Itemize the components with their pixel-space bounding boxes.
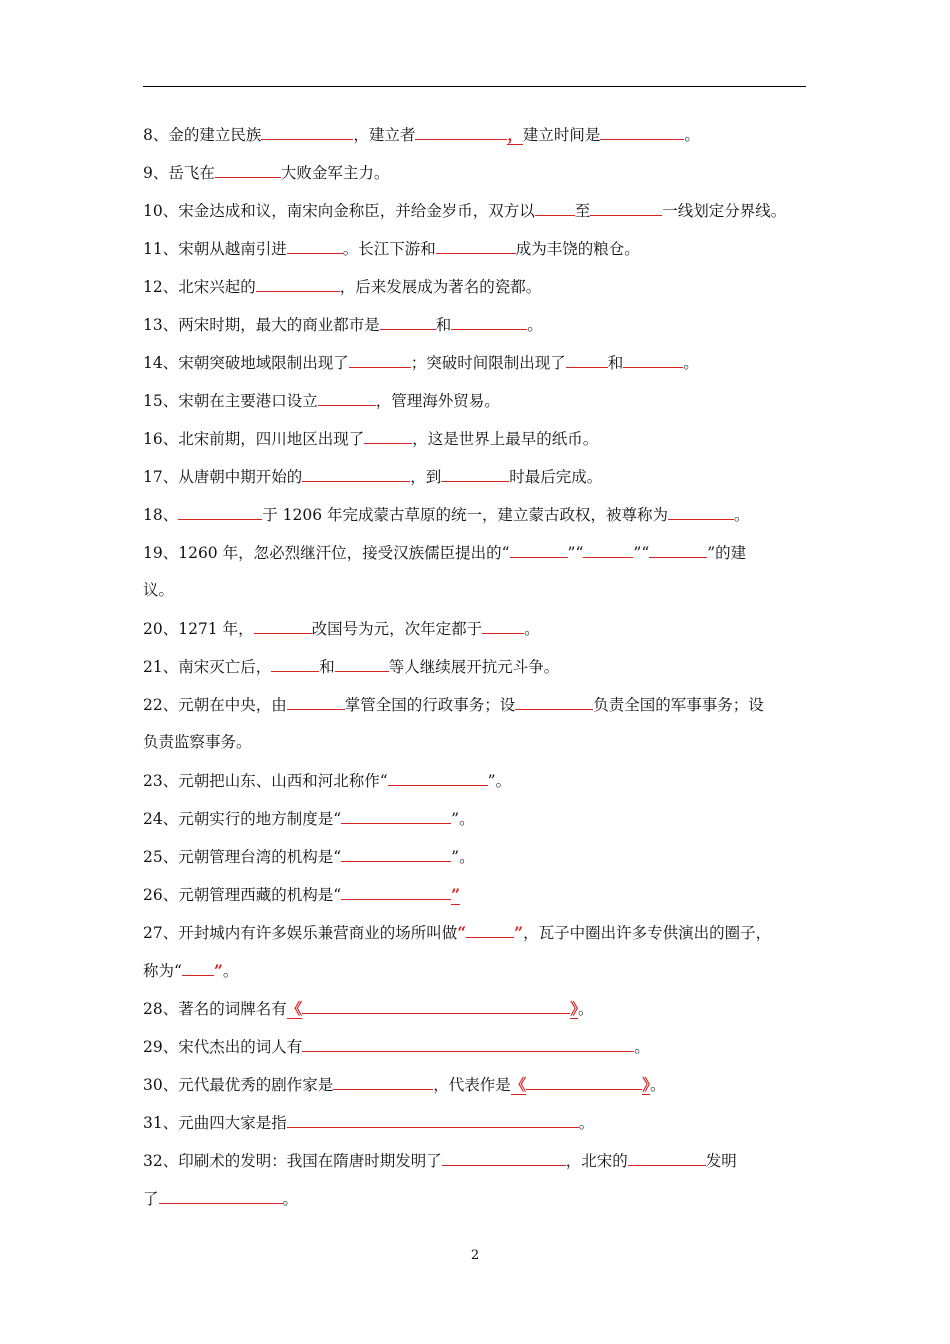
answer-blank[interactable] [287, 694, 345, 710]
answer-blank[interactable] [515, 694, 593, 710]
answer-blank[interactable] [441, 466, 509, 482]
question-18: 18、 于 1206 年完成蒙古草原的统一，建立蒙古政权，被尊称为 。 [143, 506, 750, 524]
question-20: 20、1271 年， 改国号为元，次年定都于 。 [143, 620, 540, 638]
answer-blank[interactable] [566, 352, 608, 368]
question-30: 30、元代最优秀的剧作家是 ，代表作是《 》。 [143, 1075, 666, 1094]
question-12: 12、北宋兴起的 ，后来发展成为著名的瓷都。 [143, 278, 542, 296]
header-rule [143, 86, 806, 87]
answer-blank[interactable] [302, 466, 410, 482]
answer-blank[interactable] [302, 998, 570, 1014]
question-26: 26、元朝管理西藏的机构是“ ” [143, 885, 461, 904]
question-23: 23、元朝把山东、山西和河北称作“ ”。 [143, 772, 512, 790]
question-31: 31、元曲四大家是指 。 [143, 1114, 595, 1132]
answer-blank[interactable] [341, 808, 451, 824]
answer-blank[interactable] [287, 1112, 579, 1128]
question-24: 24、元朝实行的地方制度是“ ”。 [143, 810, 475, 828]
answer-blank[interactable] [668, 504, 734, 520]
answer-blank[interactable] [333, 1074, 433, 1090]
answer-blank[interactable] [261, 124, 353, 140]
question-28: 28、著名的词牌名有《 》。 [143, 999, 594, 1018]
answer-blank[interactable] [436, 238, 516, 254]
question-29: 29、宋代杰出的词人有 。 [143, 1038, 650, 1056]
answer-blank[interactable] [341, 846, 451, 862]
question-19-cont: 议。 [143, 581, 175, 599]
answer-blank[interactable] [380, 314, 436, 330]
question-21: 21、南宋灭亡后， 和 等人继续展开抗元斗争。 [143, 658, 560, 676]
question-32: 32、印刷术的发明：我国在隋唐时期发明了 ，北宋的 发明 [143, 1152, 737, 1170]
answer-blank[interactable] [590, 200, 662, 216]
answer-blank[interactable] [271, 656, 319, 672]
question-17: 17、从唐朝中期开始的 ，到 时最后完成。 [143, 468, 603, 486]
answer-blank[interactable] [482, 618, 524, 634]
answer-blank[interactable] [415, 124, 507, 140]
question-8: 8、金的建立民族 ，建立者 ，建立时间是 。 [143, 125, 700, 144]
answer-blank[interactable] [466, 922, 514, 938]
question-10: 10、宋金达成和议，南宋向金称臣，并给金岁币，双方以 至 一线划定分界线。 [143, 202, 787, 220]
answer-blank[interactable] [600, 124, 684, 140]
answer-blank[interactable] [287, 238, 343, 254]
answer-blank[interactable] [388, 770, 488, 786]
answer-blank[interactable] [254, 618, 312, 634]
question-11: 11、宋朝从越南引进 。长江下游和 成为丰饶的粮仓。 [143, 240, 640, 258]
question-27-cont: 称为“ ”。 [143, 961, 239, 980]
question-15: 15、宋朝在主要港口设立 ，管理海外贸易。 [143, 392, 500, 410]
answer-blank[interactable] [535, 200, 575, 216]
answer-blank[interactable] [623, 352, 683, 368]
answer-blank[interactable] [302, 1036, 634, 1052]
answer-blank[interactable] [628, 1150, 706, 1166]
answer-blank[interactable] [256, 276, 340, 292]
answer-blank[interactable] [159, 1188, 283, 1204]
answer-blank[interactable] [215, 162, 281, 178]
answer-blank[interactable] [526, 1074, 642, 1090]
answer-blank[interactable] [349, 352, 411, 368]
question-9: 9、岳飞在 大败金军主力。 [143, 164, 390, 182]
question-22: 22、元朝在中央，由 掌管全国的行政事务；设 负责全国的军事事务；设 [143, 696, 764, 714]
answer-blank[interactable] [649, 542, 707, 558]
answer-blank[interactable] [341, 884, 451, 900]
answer-blank[interactable] [364, 428, 412, 444]
answer-blank[interactable] [182, 960, 214, 976]
answer-blank[interactable] [451, 314, 527, 330]
page-number: 2 [470, 1248, 480, 1263]
answer-blank[interactable] [178, 504, 262, 520]
answer-blank[interactable] [510, 542, 568, 558]
question-13: 13、两宋时期，最大的商业都市是 和 。 [143, 316, 543, 334]
answer-blank[interactable] [335, 656, 389, 672]
question-27: 27、开封城内有许多娱乐兼营商业的场所叫做“ ”，瓦子中圈出许多专供演出的圈子， [143, 923, 772, 942]
answer-blank[interactable] [442, 1150, 566, 1166]
question-32-cont: 了 。 [143, 1190, 299, 1208]
question-22-cont: 负责监察事务。 [143, 733, 252, 751]
question-19: 19、1260 年，忽必烈继汗位，接受汉族儒臣提出的“ ”“ ”“ ”的建 [143, 544, 747, 562]
answer-blank[interactable] [318, 390, 376, 406]
question-25: 25、元朝管理台湾的机构是“ ”。 [143, 848, 475, 866]
question-16: 16、北宋前期，四川地区出现了 ，这是世界上最早的纸币。 [143, 430, 599, 448]
answer-blank[interactable] [583, 542, 633, 558]
question-14: 14、宋朝突破地域限制出现了 ；突破时间限制出现了 和 。 [143, 354, 699, 372]
